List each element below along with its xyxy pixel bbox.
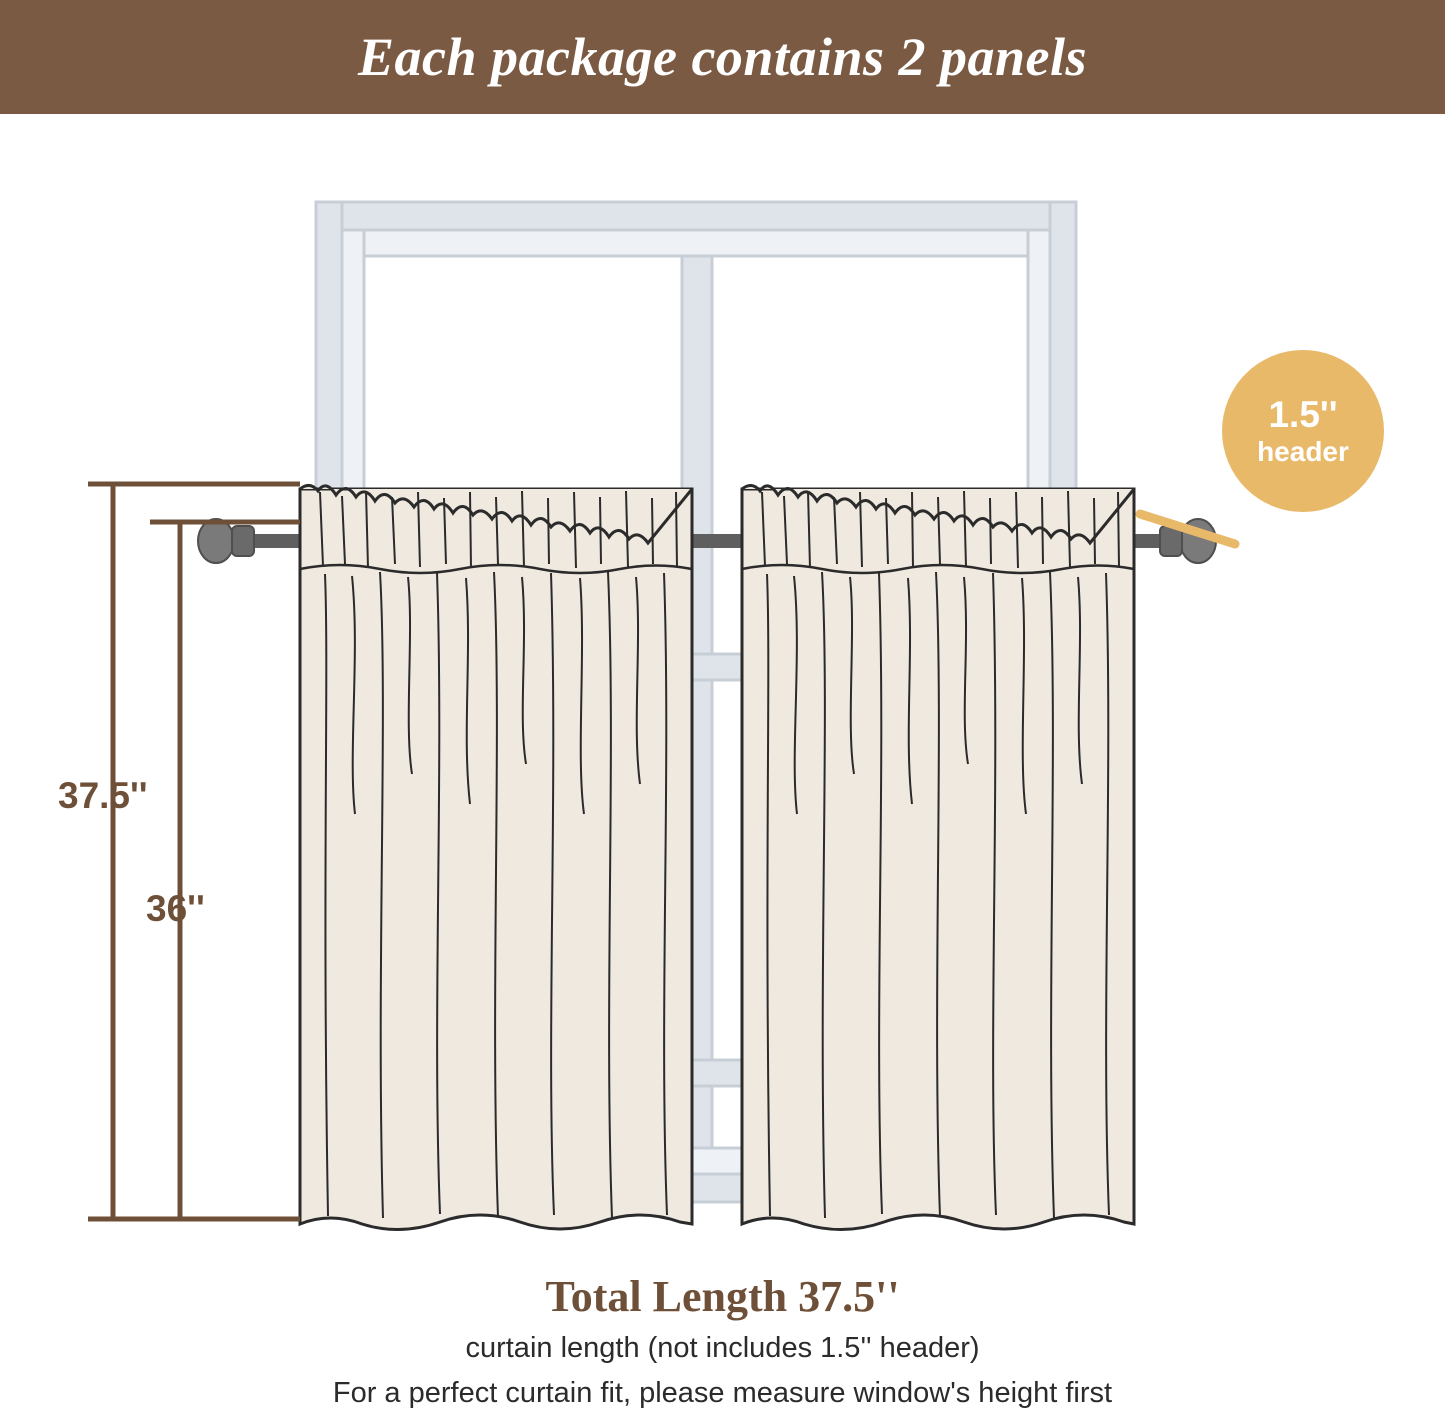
- banner-title: Each package contains 2 panels: [357, 27, 1088, 87]
- curtain-panel-left: [300, 485, 692, 1229]
- header-banner: [0, 0, 1445, 114]
- dimension-lines: [88, 484, 300, 1219]
- dimension-label-panel: 36'': [146, 888, 205, 929]
- dimension-label-total: 37.5'': [58, 775, 148, 816]
- curtain-panel-right: [742, 485, 1134, 1229]
- caption-title: Total Length 37.5'': [545, 1272, 900, 1321]
- callout-value: 1.5'': [1268, 393, 1338, 435]
- caption-line-1: curtain length (not includes 1.5'' header): [465, 1331, 980, 1364]
- header-callout-bubble: [1222, 350, 1384, 512]
- caption-line-2: For a perfect curtain fit, please measure window's height first: [332, 1376, 1113, 1409]
- illustration-window-curtains: [0, 114, 1445, 1274]
- footer-captions: [0, 1272, 1445, 1413]
- callout-label: header: [1257, 435, 1349, 467]
